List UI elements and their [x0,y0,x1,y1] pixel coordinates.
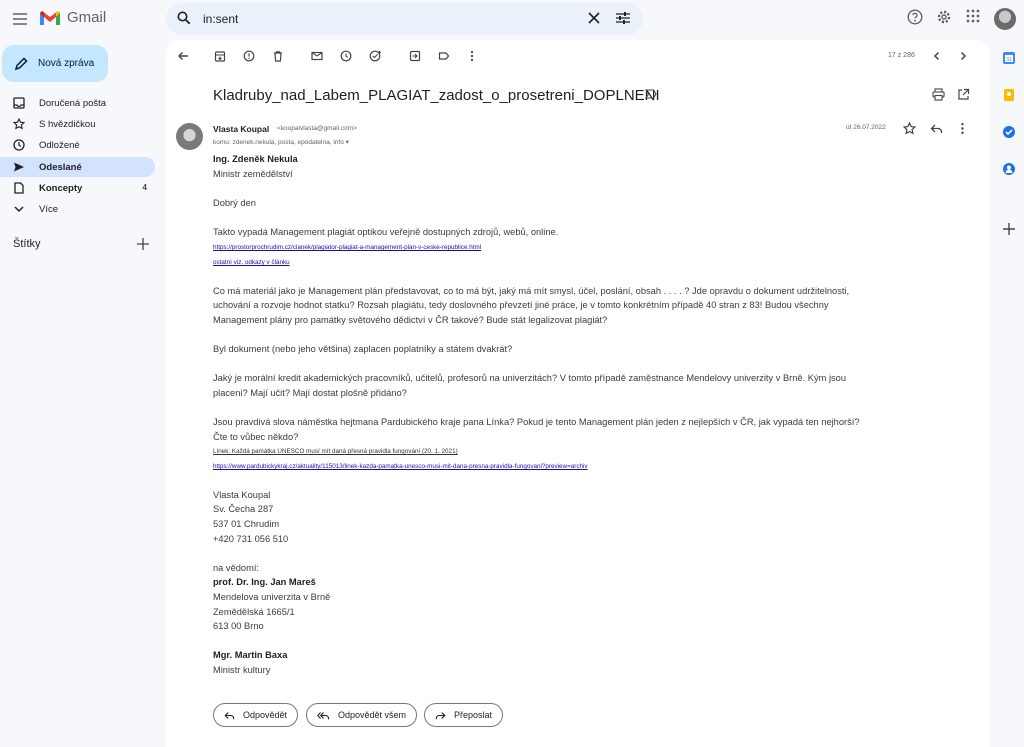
body-link[interactable]: Línek: Každá památka UNESCO musí mít daná přesná pravidla fungování (20. 1. 2021) [213,448,458,455]
sidebar-item-drafts[interactable] [0,178,155,198]
body-line: Management plány pro památky světového dědictví v ČR takové? Bude stát legalizovat plagiát? [213,315,608,325]
sidebar-item-starred[interactable] [0,114,155,134]
delete-trash-icon[interactable] [272,50,284,62]
app-name: Gmail [67,9,107,26]
cc-line: 613 00 Brno [213,621,264,631]
account-avatar[interactable] [994,8,1016,30]
add-task-icon[interactable] [369,50,382,62]
cc-line: Mendelova univerzita v Brně [213,592,331,602]
reply-label: Odpovědět [243,710,288,720]
older-chevron-icon[interactable] [957,50,969,62]
snooze-clock-icon[interactable] [340,50,352,62]
search-bar[interactable] [166,3,643,35]
sender-avatar [176,123,203,150]
keep-icon[interactable] [1002,88,1018,104]
star-icon[interactable] [903,122,916,135]
sidebar-item-snoozed[interactable] [0,135,155,155]
inbox-icon [13,97,25,109]
calendar-icon[interactable] [1002,51,1018,67]
help-icon[interactable] [907,9,923,25]
back-arrow-icon[interactable] [177,50,189,62]
archive-icon[interactable] [214,50,226,62]
reply-icon [224,710,235,721]
report-spam-icon[interactable] [243,50,255,62]
top-bar [0,0,1024,38]
settings-gear-icon[interactable] [936,9,952,25]
search-icon[interactable] [177,11,191,25]
draft-icon [13,182,25,194]
gmail-m-icon [39,10,61,26]
svg-text:31: 31 [1006,57,1012,63]
forward-button[interactable] [424,703,503,727]
gmail-logo[interactable] [39,9,106,26]
label-tag-icon[interactable] [438,50,450,62]
message-more-icon[interactable] [956,122,969,135]
print-icon[interactable] [932,88,945,101]
body-line: Jaký je morální kredit akademických pracovníků, učitelů, profesorů na univerzitách? V tomto případě zaměstnance Mendelovy univerzity v Brně. Kým jsou [213,373,847,383]
search-options-icon[interactable] [616,12,630,24]
newer-chevron-icon[interactable] [931,50,943,62]
signature-line: +420 731 056 510 [213,534,289,544]
email-subject: Kladruby_nad_Labem_PLAGIAT_zadost_o_prosetreni_DOPLNENI [213,87,660,104]
apps-grid-icon[interactable] [966,9,980,23]
message-view [166,40,990,747]
sidebar-item-label: Více [39,204,59,215]
reply-all-label: Odpovědět všem [338,710,407,720]
compose-button[interactable] [2,45,108,82]
signature-line: 537 01 Chrudim [213,519,280,529]
body-line: uchování a rozvoje hodnot statku? Rozsah plagiátu, tedy doslovného převzetí jiné práce, je v tomto konkrétním případě 40 stran z 83! Budou všechny [213,300,829,310]
body-line: Čte to vůbec někdo? [213,432,299,442]
body-line: Takto vypadá Management plagiát optikou veřejně dostupných zdrojů, webů, online. [213,227,559,237]
labels-header: Štítky [13,238,41,250]
star-icon [13,118,25,130]
reply-icon[interactable] [930,122,943,135]
body-link[interactable]: https://prostorprochrudim.cz/clanek/plagiator-plagiat-a-management-plan-v-ceske-republice.html [213,244,482,251]
cc-line: Mgr. Martin Baxa [213,650,288,660]
body-line: Byl dokument (nebo jeho většina) zaplacen poplatníky a státem dvakrát? [213,344,513,354]
main-menu-icon[interactable] [11,10,29,28]
cc-line: prof. Dr. Ing. Jan Mareš [213,577,316,587]
add-addon-icon[interactable] [1002,222,1018,238]
sidebar-item-more[interactable] [0,199,155,219]
compose-label: Nová zpráva [38,58,95,69]
cc-line: Zemědělská 1665/1 [213,607,295,617]
reply-all-button[interactable] [306,703,417,727]
recipients[interactable]: komu: zdenek.nekula, posta, epodatelna, info ▾ [213,139,349,146]
signature-line: Vlasta Koupal [213,490,271,500]
sidebar-item-label: Odeslané [39,162,82,173]
clear-search-icon[interactable] [588,12,600,24]
clock-icon [13,139,25,151]
sidebar-item-label: Odložené [39,140,80,151]
body-link[interactable]: ostatní viz. odkazy v článku [213,259,290,266]
reply-all-icon [317,710,330,721]
sender-name: Vlasta Koupal [213,124,270,134]
search-input[interactable] [203,10,563,28]
pagination-count: 17 z 286 [888,52,915,59]
chevron-down-icon [13,203,25,215]
mark-unread-icon[interactable] [311,50,323,62]
important-marker-icon[interactable] [645,89,657,99]
contacts-icon[interactable] [1002,162,1018,178]
signature-line: Sv. Čecha 287 [213,504,274,514]
cc-line: Ministr kultury [213,665,271,675]
drafts-count: 4 [142,183,147,192]
move-to-icon[interactable] [409,50,421,62]
sidebar-item-label: Koncepty [39,183,83,194]
body-line: Co má materiál jako je Management plán představovat, co to má být, jaký má mít smysl, účel, poslání, obsah . . . . ? Jde opravdu o dokument udržitelnosti, [213,286,850,296]
body-line: Ing. Zdeněk Nekula [213,154,298,164]
body-line: Ministr zemědělství [213,169,293,179]
sender-email: <koupalvlasta@gmail.com> [277,125,357,132]
tasks-icon[interactable] [1002,125,1018,141]
pencil-icon [14,57,28,71]
forward-icon [435,710,446,721]
sidebar-item-sent[interactable] [0,157,155,177]
cc-line: na vědomí: [213,563,259,573]
reply-button[interactable] [213,703,298,727]
send-icon [13,161,25,173]
sidebar-item-label: S hvězdičkou [39,119,96,130]
open-new-window-icon[interactable] [957,88,970,101]
add-label-icon[interactable] [137,238,149,250]
body-line: Dobrý den [213,198,256,208]
body-link[interactable]: https://www.pardubickykraj.cz/aktuality/115013/linek-kazda-pamatka-unesco-musi-mit-dana-presna-pravidla-fungovani?preview=archiv [213,463,588,470]
sidebar-item-inbox[interactable] [0,93,155,113]
body-line: placeni? Mají učit? Mají dostat plošně přidáno? [213,388,407,398]
recipients-text: komu: zdenek.nekula, posta, epodatelna, info [213,139,344,146]
sidebar-item-label: Doručená pošta [39,98,107,109]
more-vert-icon[interactable] [466,50,478,62]
forward-label: Přeposlat [454,710,493,720]
body-line: Jsou pravdivá slova náměstka hejtmana Pardubického kraje pana Línka? Pokud je tento Management plán jeden z nejlepších v ČR, jak vypadá ten nejhorší? [213,417,860,427]
email-date: út 26.07.2022 [846,124,886,131]
